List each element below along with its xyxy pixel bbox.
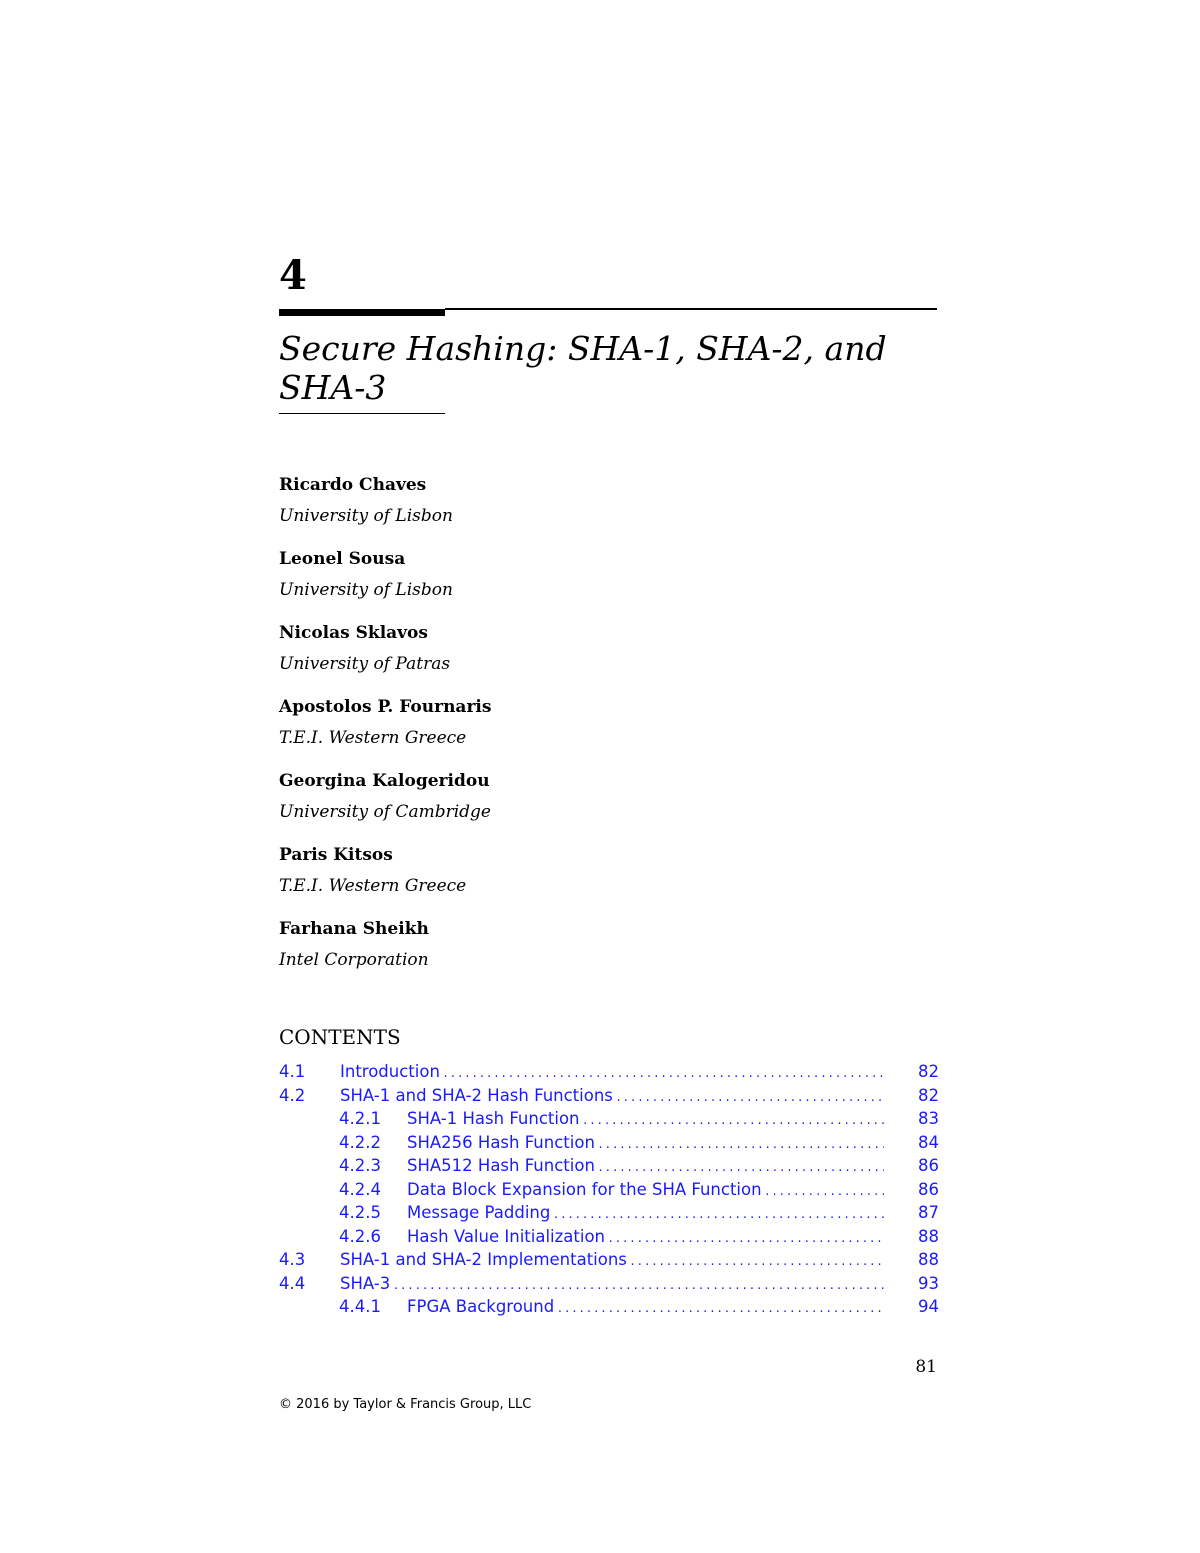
toc-section-title[interactable]: Message Padding	[407, 1203, 551, 1222]
toc-section-number[interactable]: 4.2.6	[339, 1226, 381, 1246]
page-number: 81	[915, 1357, 937, 1377]
chapter-title: Secure Hashing: SHA-1, SHA-2, and SHA-3	[279, 329, 887, 407]
author-name: Nicolas Sklavos	[279, 623, 428, 643]
contents-heading: CONTENTS	[279, 1025, 401, 1049]
toc-entry-sha1-sha2-implementations[interactable]	[279, 1248, 939, 1272]
toc-section-number[interactable]: 4.4	[279, 1273, 306, 1293]
toc-section-number[interactable]: 4.2	[279, 1085, 306, 1105]
author-name: Paris Kitsos	[279, 845, 393, 865]
toc-section-number[interactable]: 4.2.2	[339, 1132, 381, 1152]
author-entry	[279, 622, 879, 696]
toc-page-number[interactable]: 88	[918, 1250, 939, 1269]
toc-section-title[interactable]: SHA-1 Hash Function	[407, 1109, 580, 1128]
author-affiliation: T.E.I. Western Greece	[279, 728, 467, 748]
toc-page-number[interactable]: 82	[918, 1085, 939, 1105]
toc-page-number[interactable]: 86	[918, 1156, 939, 1175]
author-name: Apostolos P. Fournaris	[279, 697, 492, 717]
author-entry	[279, 696, 879, 770]
author-list	[279, 474, 879, 992]
toc-section-title[interactable]: SHA256 Hash Function	[407, 1132, 595, 1152]
author-name: Leonel Sousa	[279, 549, 406, 569]
toc-section-number[interactable]: 4.1	[279, 1062, 306, 1081]
toc-entry-sha1-hash-function[interactable]	[279, 1107, 939, 1131]
chapter-rule-thick	[279, 309, 445, 316]
author-name: Georgina Kalogeridou	[279, 771, 490, 791]
toc-page-number[interactable]: 86	[918, 1179, 939, 1199]
toc-page-number[interactable]: 87	[918, 1203, 939, 1222]
toc-entry-introduction[interactable]	[279, 1060, 939, 1084]
toc-entry-data-block-expansion[interactable]	[279, 1178, 939, 1202]
toc-entry-sha3[interactable]	[279, 1272, 939, 1296]
toc-entry-message-padding[interactable]	[279, 1201, 939, 1225]
author-affiliation: T.E.I. Western Greece	[279, 876, 467, 896]
toc-entry-hash-value-initialization[interactable]	[279, 1225, 939, 1249]
table-of-contents	[279, 1060, 939, 1319]
toc-section-title[interactable]: SHA-3	[340, 1273, 391, 1293]
author-entry	[279, 548, 879, 622]
toc-section-title[interactable]: Data Block Expansion for the SHA Function	[407, 1179, 762, 1199]
toc-section-title[interactable]: SHA-1 and SHA-2 Implementations	[340, 1250, 627, 1269]
toc-section-title[interactable]: Introduction	[340, 1062, 440, 1081]
toc-section-number[interactable]: 4.2.5	[339, 1203, 381, 1222]
toc-section-number[interactable]: 4.2.4	[339, 1179, 381, 1199]
toc-section-title[interactable]: FPGA Background	[407, 1297, 555, 1316]
author-affiliation: University of Lisbon	[279, 580, 453, 600]
toc-section-number[interactable]: 4.3	[279, 1250, 306, 1269]
author-entry	[279, 474, 879, 548]
toc-entry-sha256-hash-function[interactable]	[279, 1131, 939, 1155]
author-entry	[279, 918, 879, 992]
author-affiliation: University of Patras	[279, 654, 451, 674]
chapter-rule-thin	[445, 308, 937, 310]
toc-section-number[interactable]: 4.2.1	[339, 1109, 381, 1128]
toc-section-number[interactable]: 4.2.3	[339, 1156, 381, 1175]
toc-page-number[interactable]: 82	[918, 1062, 939, 1081]
toc-section-title[interactable]: Hash Value Initialization	[407, 1226, 605, 1246]
toc-entry-sha512-hash-function[interactable]	[279, 1154, 939, 1178]
author-name: Farhana Sheikh	[279, 919, 429, 939]
toc-page-number[interactable]: 93	[918, 1273, 939, 1293]
title-underline-rule	[279, 413, 445, 414]
toc-page-number[interactable]: 88	[918, 1226, 939, 1246]
author-affiliation: University of Lisbon	[279, 506, 453, 526]
copyright-notice: © 2016 by Taylor & Francis Group, LLC	[279, 1397, 532, 1412]
toc-entry-sha1-sha2-hash-functions[interactable]	[279, 1084, 939, 1108]
chapter-number: 4	[279, 252, 307, 299]
toc-entry-fpga-background[interactable]	[279, 1295, 939, 1319]
toc-page-number[interactable]: 94	[918, 1297, 939, 1316]
toc-page-number[interactable]: 84	[918, 1132, 939, 1152]
author-entry	[279, 844, 879, 918]
toc-section-title[interactable]: SHA-1 and SHA-2 Hash Functions	[340, 1085, 613, 1105]
toc-section-number[interactable]: 4.4.1	[339, 1297, 381, 1316]
author-name: Ricardo Chaves	[279, 475, 427, 495]
toc-page-number[interactable]: 83	[918, 1109, 939, 1128]
author-affiliation: University of Cambridge	[279, 802, 491, 822]
author-affiliation: Intel Corporation	[279, 950, 429, 970]
toc-section-title[interactable]: SHA512 Hash Function	[407, 1156, 595, 1175]
author-entry	[279, 770, 879, 844]
